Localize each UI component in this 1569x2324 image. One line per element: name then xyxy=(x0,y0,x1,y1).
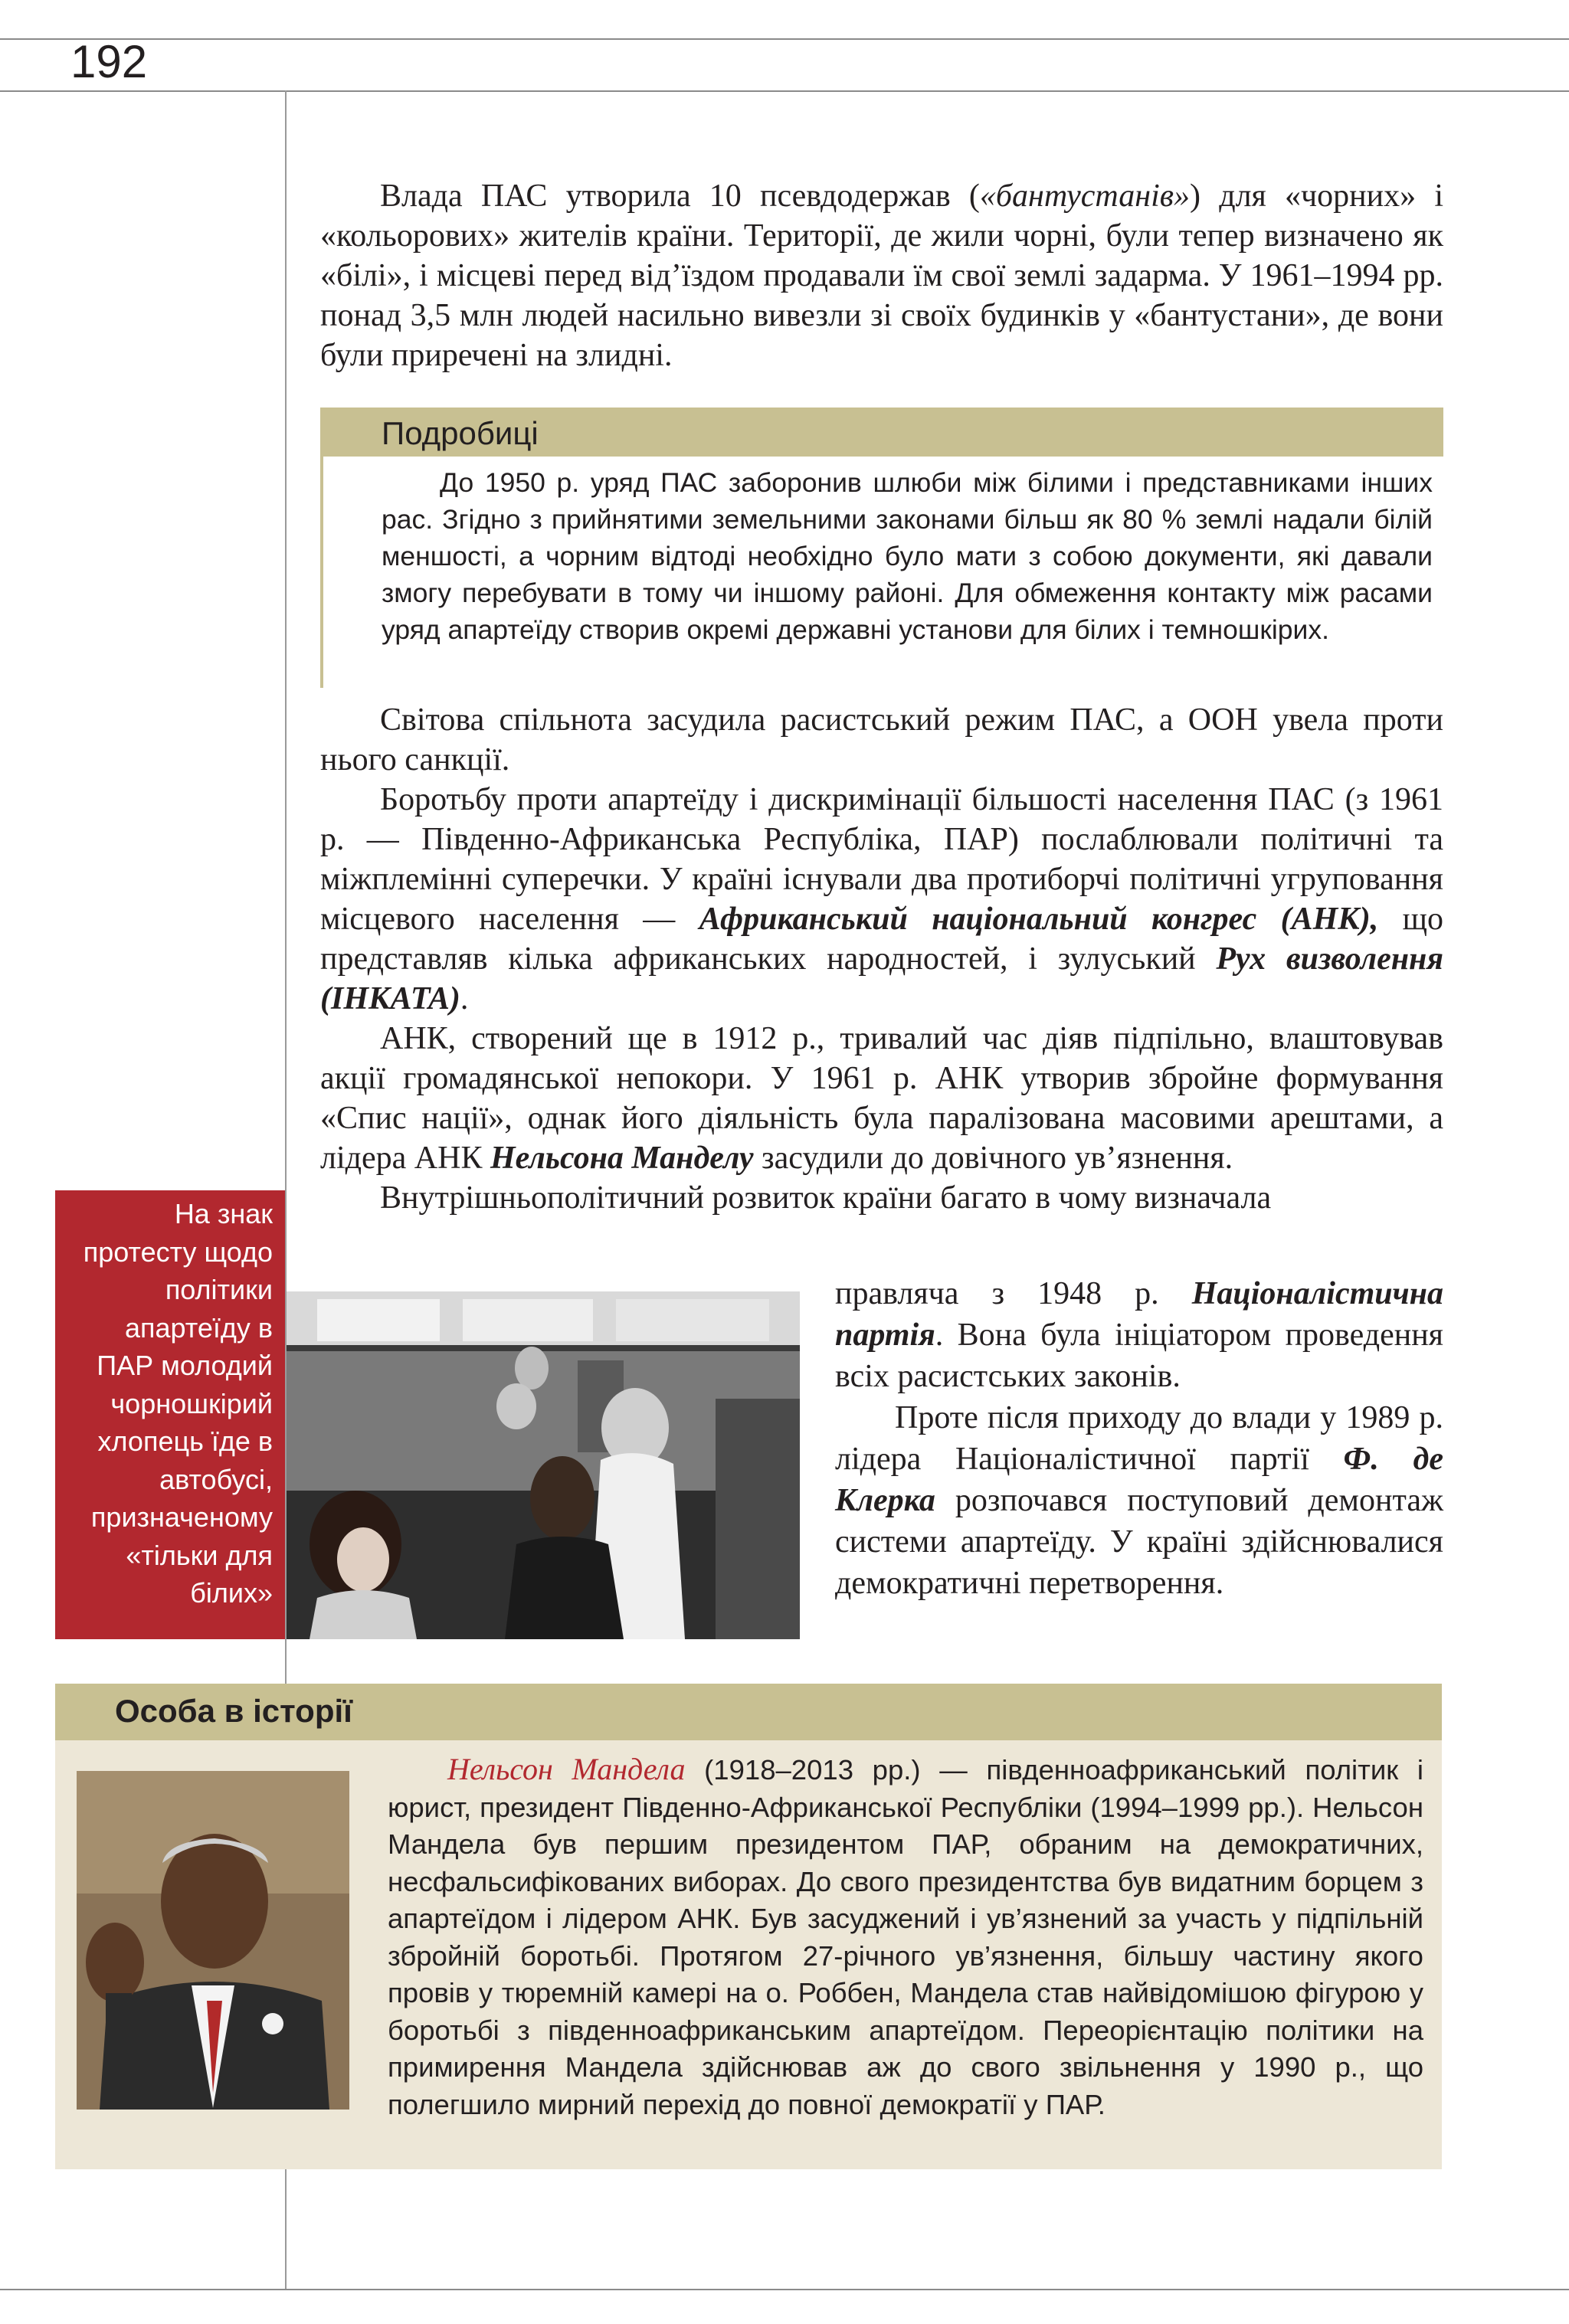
anc-term: Африканський національний конгрес (АНК), xyxy=(699,902,1379,937)
paragraph-national-party xyxy=(835,1273,1443,1397)
details-text: До 1950 р. уряд ПАС заборонив шлюби між білими і представниками інших рас. Згідно з прийнятими земельними законами більш як 80 % землі надали білій меншості, а чорним відтоді необхідно було мати з собою документи, які давали змогу перебувати в тому чи іншому районі. Для обмеження контакту між расами уряд апартеїду створив окремі державні установи для білих і темношкірих. xyxy=(382,467,1433,645)
struggle-text-a: Боротьбу проти апартеїду і дискримінації більшості населення ПАС (з 1961 р. — Південно-Африканська Республіка, ПАР) послаблювали політичні та міжплемінні суперечки. У країні існували два протиборчі політичні угруповання місцевого населення — xyxy=(320,782,1443,937)
intro-text-b: ) для «чорних» і «кольорових» жителів країни. Території, де жили чорні, були тепер визначено як «білі», і місцеві перед від’їздом продавали їм свої землі задарма. У 1961–1994 рр. понад 3,5 млн людей насильно вивезли зі своїх будинків у «бантустани», де вони були приречені на злидні. xyxy=(320,178,1443,373)
header-rule xyxy=(0,90,1569,92)
bus-photo-image xyxy=(287,1291,800,1639)
person-header xyxy=(55,1684,1442,1740)
details-body xyxy=(382,464,1433,648)
mandela-photo xyxy=(77,1771,349,2110)
paragraph-anc xyxy=(320,1019,1443,1178)
de-klerk-text-a: Проте після приходу до влади у 1989 р. лідера Націоналістичної партії xyxy=(835,1400,1443,1477)
paragraph-sanctions: Світова спільнота засудила расистський режим ПАС, а ООН увела проти нього санкції. xyxy=(320,702,1443,777)
mandela-photo-image xyxy=(77,1771,349,2110)
national-party-term: Націоналістична партія xyxy=(835,1276,1443,1353)
national-party-text-a: правляча з 1948 р. xyxy=(835,1276,1192,1311)
struggle-text-c: . xyxy=(460,981,469,1016)
details-title: Подробиці xyxy=(382,415,539,451)
photo-caption: На знак протесту щодо політики апартеїду в ПАР молодий чорношкірий хлопець їде в автобусі, призначеному «тільки для білих» xyxy=(83,1198,273,1609)
inkatha-term: Рух визволення (ІНКАТА) xyxy=(320,941,1443,1016)
paragraph-domestic-start: Внутрішньополітичний розвиток країни багато в чому визначала xyxy=(380,1180,1272,1216)
de-klerk-term: Ф. де Клерка xyxy=(835,1442,1443,1518)
person-text xyxy=(388,1751,1423,2123)
bottom-rule xyxy=(0,2289,1569,2290)
mandela-name: Нельсон Мандела xyxy=(447,1752,686,1786)
top-rule xyxy=(0,38,1569,40)
intro-text-a: Влада ПАС утворила 10 псевдодержав ( xyxy=(380,178,980,214)
bantustan-term: «бантустанів» xyxy=(979,178,1191,214)
paragraph-struggle xyxy=(320,780,1443,1019)
struggle-text-b: що представляв кілька африканських народностей, і зулуський xyxy=(320,902,1443,977)
de-klerk-text-b: розпочався поступовий демонтаж системи апартеїду. У країні здійснювалися демократичні перетворення. xyxy=(835,1483,1443,1601)
photo-caption-box xyxy=(55,1190,285,1639)
details-sidebar xyxy=(320,457,323,688)
main-body xyxy=(320,700,1443,1218)
paragraph-de-klerk xyxy=(835,1397,1443,1604)
mandela-biography-text: (1918–2013 рр.) — південноафриканський політик і юрист, президент Південно-Африканської Республіки (1994–1999 рр.). Нельсон Мандела був першим президентом ПАР, обраним на демократичних, несфальсифікованих виборах. До свого президентства був видатним борцем з апартеїдом і лідером АНК. Був засуджений і ув’язнений за участь у підпільній збройній боротьбі. Протягом 27-річного ув’язнення, більшу частину якого провів у тюремній камері на о. Роббен, Мандела став найвідомішою фігурою у боротьбі з південноафриканським апартеїдом. Переорієнтацію політики на примирення Мандела здійснював аж до свого звільнення у 1990 р., що полегшило мирний перехід до повної демократії у ПАР. xyxy=(388,1754,1423,2120)
details-header xyxy=(320,408,1443,457)
national-party-text-b: . Вона була ініціатором проведення всіх расистських законів. xyxy=(835,1317,1443,1394)
anc-text-b: засудили до довічного ув’язнення. xyxy=(753,1141,1233,1176)
page-number: 192 xyxy=(70,36,148,87)
side-column-text xyxy=(835,1273,1443,1604)
intro-paragraph xyxy=(320,176,1443,375)
mandela-term: Нельсона Манделу xyxy=(490,1141,754,1176)
anc-text-a: АНК, створений ще в 1912 р., тривалий час діяв підпільно, влаштовував акції громадянської непокори. У 1961 р. АНК утворив збройне формування «Спис нації», однак його діяльність була паралізована масовими арештами, а лідера АНК xyxy=(320,1021,1443,1176)
person-title: Особа в історії xyxy=(115,1693,352,1729)
mandela-biography xyxy=(388,1751,1423,2123)
bus-photo xyxy=(287,1291,800,1639)
